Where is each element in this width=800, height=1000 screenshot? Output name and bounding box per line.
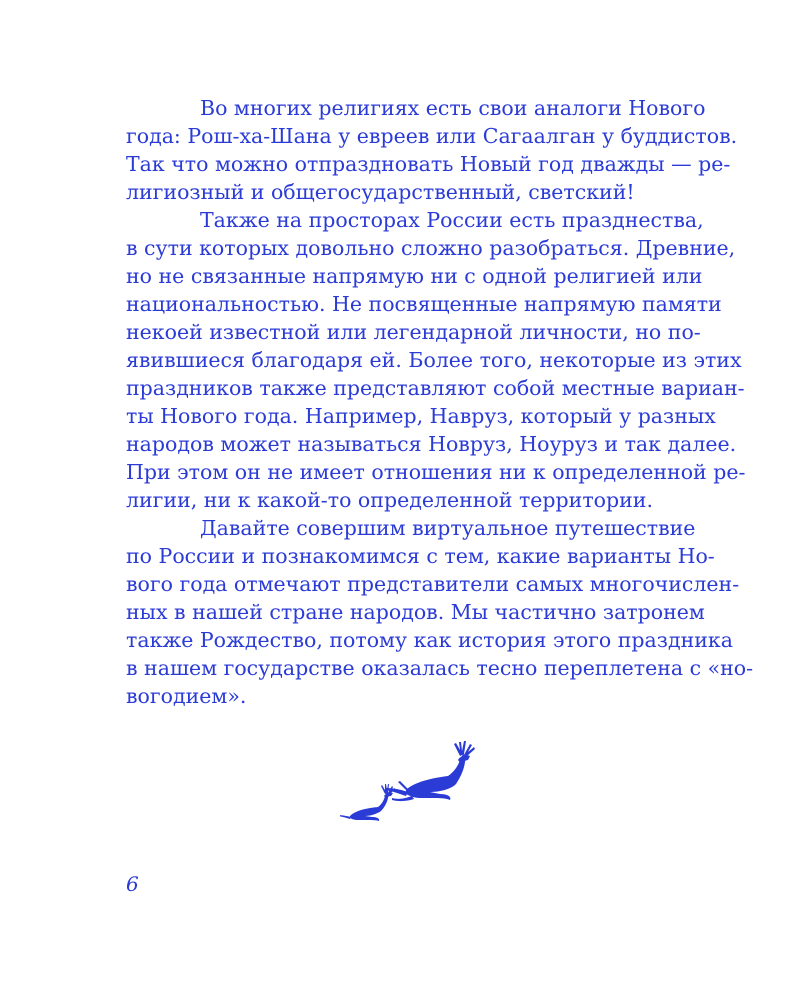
text-line: Так что можно отпраздновать Новый год дважды — ре-: [126, 152, 731, 176]
text-line: некоей известной или легендарной личности, но по-: [126, 320, 701, 344]
text-line: народов может называться Новруз, Ноуруз и так далее.: [126, 432, 737, 456]
text-line: ты Нового года. Например, Навруз, который у разных: [126, 404, 716, 428]
text-line: ных в нашей стране народов. Мы частично затронем: [126, 600, 705, 624]
text-line: в сути которых довольно сложно разобраться. Древние,: [126, 236, 736, 260]
text-line: вого года отмечают представители самых многочислен-: [126, 572, 740, 596]
reindeer-pair-icon: [340, 738, 480, 824]
text-line: в нашем государстве оказалась тесно переплетена с «но-: [126, 656, 754, 680]
text-line: Также на просторах России есть празднества,: [200, 208, 704, 232]
page-number: 6: [126, 872, 139, 896]
text-line: вогодием».: [126, 684, 247, 708]
small-reindeer-icon: [340, 784, 395, 821]
paragraph-3: [126, 514, 754, 710]
page-body-text: [126, 94, 754, 710]
text-line: также Рождество, потому как история этого праздника: [126, 628, 733, 652]
text-line: но не связанные напрямую ни с одной религией или: [126, 264, 703, 288]
text-line: Давайте совершим виртуальное путешествие: [200, 516, 696, 540]
text-line: явившиеся благодаря ей. Более того, некоторые из этих: [126, 348, 742, 372]
paragraph-1: [126, 94, 738, 206]
text-line: по России и познакомимся с тем, какие варианты Но-: [126, 544, 715, 568]
text-line: праздников также представляют собой местные вариан-: [126, 376, 745, 400]
large-reindeer-icon: [385, 741, 475, 801]
text-line: При этом он не имеет отношения ни к определенной ре-: [126, 460, 746, 484]
paragraph-2: [126, 206, 746, 514]
text-line: года: Рош-ха-Шана у евреев или Сагаалган у буддистов.: [126, 124, 738, 148]
text-line: лигии, ни к какой-то определенной территории.: [126, 488, 653, 512]
text-line: лигиозный и общегосударственный, светский!: [126, 180, 635, 204]
text-line: национальностью. Не посвященные напрямую памяти: [126, 292, 722, 316]
text-line: Во многих религиях есть свои аналоги Нового: [200, 96, 706, 120]
